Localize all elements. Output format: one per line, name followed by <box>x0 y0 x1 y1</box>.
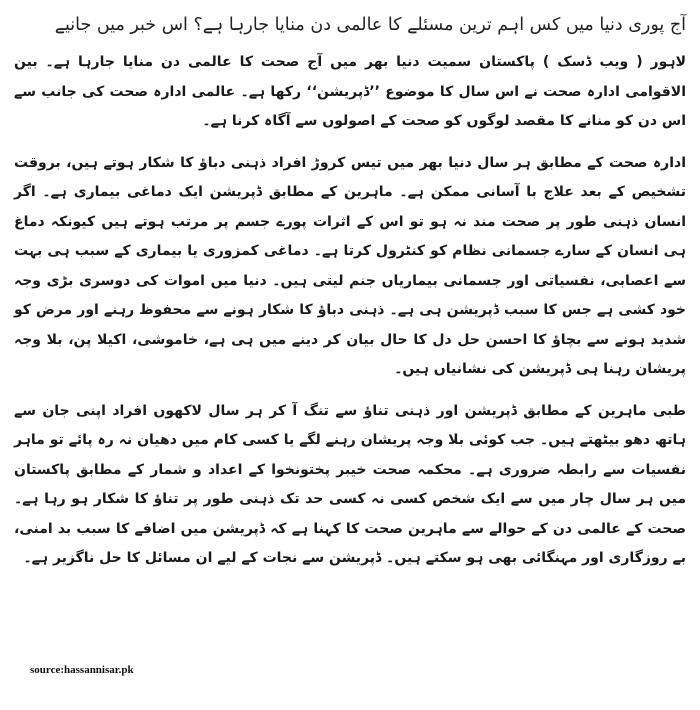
article-headline: آج پوری دنیا میں کس اہم ترین مسئلے کا عالمی دن منایا جارہا ہے؟ اس خبر میں جانیے <box>54 15 686 35</box>
article-paragraph: ادارہ صحت کے مطابق ہر سال دنیا بھر میں تیس کروڑ افراد ذہنی دباؤ کا شکار ہوتے ہیں، بروقت تشخیص کے بعد علاج با آسانی ممکن ہے۔ ماہرین کے مطابق ڈپریشن ایک دماغی بیماری ہے۔ اگر انسان ذہنی طور پر صحت مند نہ ہو تو اس کے اثرات پورے جسم پر مرتب ہوتے ہیں کیونکہ دماغ ہی انسان کے سارے جسمانی نظام کو کنٹرول کرتا ہے۔ دماغی کمزوری یا بیماری کے سبب ہی بہت سے اعصابی، نفسیاتی اور جسمانی بیماریاں جنم لیتی ہیں۔ دنیا میں اموات کی دوسری بڑی وجہ خود کشی ہے جس کا سبب ڈپریشن ہی ہے۔ ذہنی دباؤ کا شکار ہونے سے محفوظ رہنے اور مرض کو شدید ہونے سے بچاؤ کا احسن حل دل کا حال بیان کر دینے میں ہی ہے، خاموشی، اکیلا پن، بلا وجہ پریشان رہنا ہی ڈپریشن کی نشانیاں ہیں۔ <box>14 154 686 377</box>
article-paragraph: لاہور ( ویب ڈسک ) پاکستان سمیت دنیا بھر میں آج صحت کا عالمی دن منایا جارہا ہے۔ بین الاقوامی ادارہ صحت نے اس سال کا موضوع ’’ڈپریشن‘‘ رکھا ہے۔ عالمی ادارہ صحت کی جانب سے اس دن کو منانے کا مقصد لوگوں کو صحت کے اصولوں سے آگاہ کرنا ہے۔ <box>14 54 686 129</box>
source-credit: source:hassannisar.pk <box>30 664 134 676</box>
article-paragraph: طبی ماہرین کے مطابق ڈپریشن اور ذہنی تناؤ سے تنگ آ کر ہر سال لاکھوں افراد اپنی جان سے ہاتھ دھو بیٹھتے ہیں۔ جب کوئی بلا وجہ پریشان رہنے لگے یا کسی کام میں دھیان نہ رہ پائے تو ماہر نفسیات سے رابطہ ضروری ہے۔ محکمہ صحت خیبر پختونخوا کے اعداد و شمار کے مطابق پاکستان میں ہر سال چار میں سے ایک شخص کسی نہ کسی حد تک ذہنی طور پر تناؤ کا شکار ہو رہا ہے۔ صحت کے عالمی دن کے حوالے سے ماہرین صحت کا کہنا ہے کہ ڈپریشن میں اضافے کا سبب بد امنی، بے روزگاری اور مہنگائی بھی ہو سکتے ہیں۔ ڈپریشن سے نجات کے لیے ان مسائل کا حل ناگزیر ہے۔ <box>14 402 686 566</box>
